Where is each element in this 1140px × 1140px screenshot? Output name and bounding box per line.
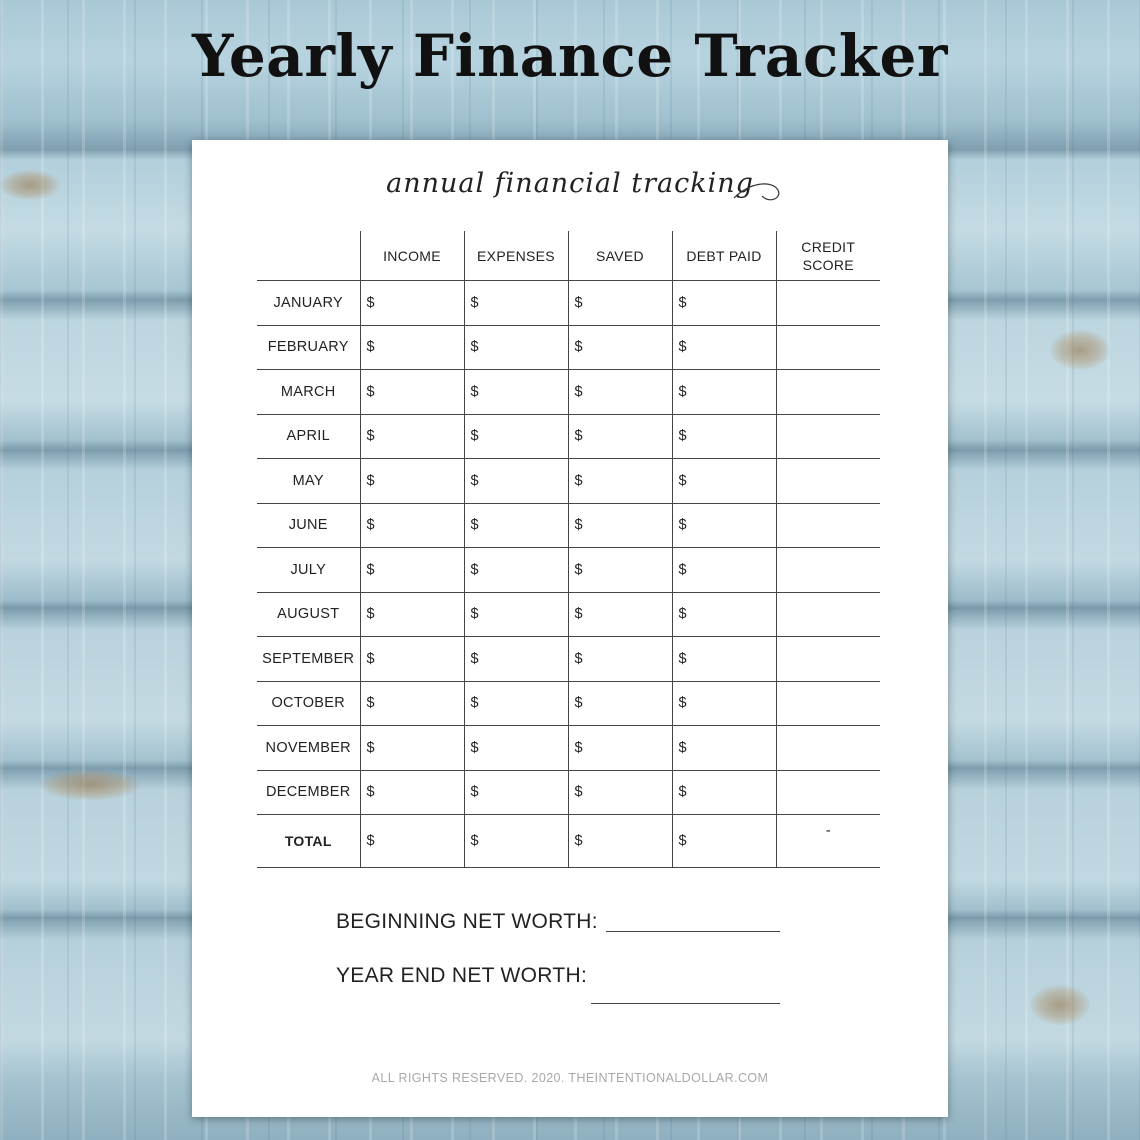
expenses-cell[interactable]: $ <box>464 637 568 682</box>
header-saved: SAVED <box>568 231 672 281</box>
month-label: JANUARY <box>257 281 360 326</box>
expenses-cell[interactable]: $ <box>464 370 568 415</box>
expenses-cell[interactable]: $ <box>464 503 568 548</box>
credit-score-cell[interactable] <box>776 503 880 548</box>
table-row <box>257 414 880 459</box>
month-label: JULY <box>257 548 360 593</box>
debt-paid-cell[interactable]: $ <box>672 281 776 326</box>
income-cell[interactable]: $ <box>360 592 464 637</box>
debt-paid-cell[interactable]: $ <box>672 370 776 415</box>
debt-paid-cell[interactable]: $ <box>672 592 776 637</box>
header-expenses: EXPENSES <box>464 231 568 281</box>
wood-knot <box>0 170 60 200</box>
month-label: DECEMBER <box>257 770 360 815</box>
header-debt-paid: DEBT PAID <box>672 231 776 281</box>
debt-paid-cell[interactable]: $ <box>672 459 776 504</box>
income-cell[interactable]: $ <box>360 281 464 326</box>
tracking-table <box>257 231 880 868</box>
year-end-net-worth-label: YEAR END NET WORTH: <box>336 964 588 987</box>
expenses-total-cell[interactable]: $ <box>464 815 568 868</box>
income-total-cell[interactable]: $ <box>360 815 464 868</box>
table-row <box>257 370 880 415</box>
income-cell[interactable]: $ <box>360 459 464 504</box>
saved-cell[interactable]: $ <box>568 414 672 459</box>
header-blank <box>257 231 360 281</box>
month-label: JUNE <box>257 503 360 548</box>
wood-knot <box>40 770 140 800</box>
credit-score-total-cell[interactable]: - <box>776 815 880 868</box>
month-label: SEPTEMBER <box>257 637 360 682</box>
saved-cell[interactable]: $ <box>568 325 672 370</box>
expenses-cell[interactable]: $ <box>464 459 568 504</box>
credit-score-cell[interactable] <box>776 592 880 637</box>
credit-score-cell[interactable] <box>776 770 880 815</box>
table-row <box>257 681 880 726</box>
table-row <box>257 726 880 771</box>
credit-score-cell[interactable] <box>776 726 880 771</box>
expenses-cell[interactable]: $ <box>464 681 568 726</box>
wood-knot <box>1050 330 1110 370</box>
total-label: TOTAL <box>257 815 360 868</box>
income-cell[interactable]: $ <box>360 325 464 370</box>
income-cell[interactable]: $ <box>360 770 464 815</box>
expenses-cell[interactable]: $ <box>464 325 568 370</box>
saved-total-cell[interactable]: $ <box>568 815 672 868</box>
expenses-cell[interactable]: $ <box>464 414 568 459</box>
credit-score-cell[interactable] <box>776 637 880 682</box>
table-row <box>257 592 880 637</box>
header-credit-score <box>776 231 880 281</box>
income-cell[interactable]: $ <box>360 503 464 548</box>
copyright-footer: ALL RIGHTS RESERVED. 2020. THEINTENTIONALDOLLAR.COM <box>371 1071 769 1085</box>
credit-score-cell[interactable] <box>776 548 880 593</box>
table-row <box>257 459 880 504</box>
month-label: AUGUST <box>257 592 360 637</box>
credit-score-cell[interactable] <box>776 459 880 504</box>
month-label: OCTOBER <box>257 681 360 726</box>
header-credit-score-line2: SCORE <box>802 256 854 273</box>
saved-cell[interactable]: $ <box>568 548 672 593</box>
debt-paid-cell[interactable]: $ <box>672 503 776 548</box>
saved-cell[interactable]: $ <box>568 370 672 415</box>
saved-cell[interactable]: $ <box>568 503 672 548</box>
beginning-net-worth-label: BEGINNING NET WORTH: <box>336 910 598 933</box>
debt-paid-cell[interactable]: $ <box>672 770 776 815</box>
sheet-script-title: annual financial tracking <box>386 168 754 199</box>
table-total-row <box>257 815 880 868</box>
debt-paid-cell[interactable]: $ <box>672 726 776 771</box>
expenses-cell[interactable]: $ <box>464 281 568 326</box>
header-income: INCOME <box>360 231 464 281</box>
saved-cell[interactable]: $ <box>568 281 672 326</box>
saved-cell[interactable]: $ <box>568 681 672 726</box>
credit-score-cell[interactable] <box>776 325 880 370</box>
month-label: MARCH <box>257 370 360 415</box>
expenses-cell[interactable]: $ <box>464 592 568 637</box>
debt-paid-cell[interactable]: $ <box>672 414 776 459</box>
debt-paid-cell[interactable]: $ <box>672 681 776 726</box>
debt-paid-cell[interactable]: $ <box>672 325 776 370</box>
table-row <box>257 548 880 593</box>
income-cell[interactable]: $ <box>360 414 464 459</box>
table-header-row <box>257 231 880 281</box>
table-row <box>257 637 880 682</box>
saved-cell[interactable]: $ <box>568 637 672 682</box>
table-row <box>257 325 880 370</box>
table-row <box>257 770 880 815</box>
table-row <box>257 503 880 548</box>
saved-cell[interactable]: $ <box>568 459 672 504</box>
flourish-ornament <box>732 178 792 208</box>
income-cell[interactable]: $ <box>360 370 464 415</box>
income-cell[interactable]: $ <box>360 681 464 726</box>
month-label: APRIL <box>257 414 360 459</box>
beginning-net-worth-blank[interactable] <box>606 931 780 932</box>
month-label: FEBRUARY <box>257 325 360 370</box>
saved-cell[interactable]: $ <box>568 770 672 815</box>
saved-cell[interactable]: $ <box>568 592 672 637</box>
debt-paid-cell[interactable]: $ <box>672 548 776 593</box>
table-row <box>257 281 880 326</box>
debt-paid-total-cell[interactable]: $ <box>672 815 776 868</box>
credit-score-cell[interactable] <box>776 681 880 726</box>
income-cell[interactable]: $ <box>360 637 464 682</box>
saved-cell[interactable]: $ <box>568 726 672 771</box>
expenses-cell[interactable]: $ <box>464 726 568 771</box>
credit-score-cell[interactable] <box>776 414 880 459</box>
credit-score-cell[interactable] <box>776 281 880 326</box>
header-credit-score-line1: CREDIT <box>801 238 856 255</box>
income-cell[interactable]: $ <box>360 726 464 771</box>
month-label: MAY <box>257 459 360 504</box>
debt-paid-cell[interactable]: $ <box>672 637 776 682</box>
month-label: NOVEMBER <box>257 726 360 771</box>
wood-knot <box>1030 985 1090 1025</box>
year-end-net-worth-blank[interactable] <box>591 1003 780 1004</box>
printable-sheet <box>192 140 948 1117</box>
banner-title: Yearly Finance Tracker <box>192 22 948 90</box>
expenses-cell[interactable]: $ <box>464 770 568 815</box>
credit-score-cell[interactable] <box>776 370 880 415</box>
expenses-cell[interactable]: $ <box>464 548 568 593</box>
income-cell[interactable]: $ <box>360 548 464 593</box>
table-body <box>257 281 880 868</box>
